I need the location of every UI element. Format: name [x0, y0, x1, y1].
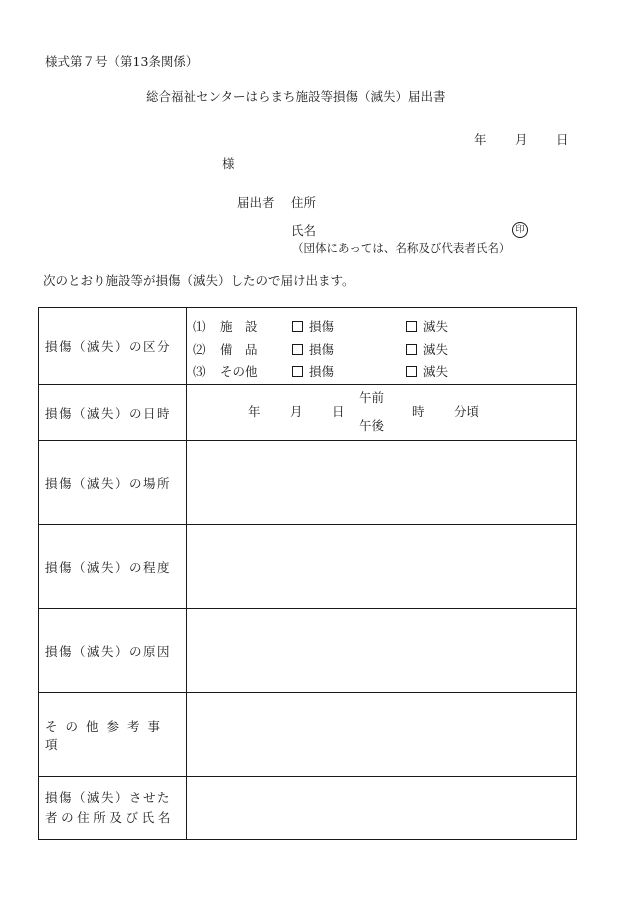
form-number: 様式第７号（第13条関係）: [45, 54, 199, 69]
person-row: [39, 777, 577, 840]
checkbox-loss-facility[interactable]: [406, 321, 417, 332]
dt-hour: 時: [412, 404, 425, 419]
extent-row: [39, 525, 577, 609]
item-name: 備 品: [220, 342, 258, 357]
dt-month: 月: [290, 404, 303, 419]
cause-label: 損傷（滅失）の原因: [39, 609, 187, 693]
report-table: [38, 307, 577, 840]
category-item: [193, 365, 573, 379]
extent-label: 損傷（滅失）の程度: [39, 525, 187, 609]
item-number: ⑶: [193, 364, 206, 379]
dt-year: 年: [248, 404, 261, 419]
place-label: 損傷（滅失）の場所: [39, 441, 187, 525]
option-damage: 損傷: [309, 364, 335, 379]
category-item: [193, 320, 573, 334]
person-label-line1: 損傷（滅失）させた: [45, 790, 172, 805]
person-label-line2: 者の住所及び氏名: [45, 810, 174, 825]
dt-pm: 午後: [359, 418, 385, 433]
dt-minute: 分頃: [454, 404, 480, 419]
cause-row: [39, 609, 577, 693]
item-name: 施 設: [220, 319, 258, 334]
option-damage: 損傷: [309, 319, 335, 334]
place-row: [39, 441, 577, 525]
other-label: その他参考事項: [39, 693, 187, 777]
item-name: その他: [220, 364, 258, 379]
checkbox-damage-equipment[interactable]: [292, 344, 303, 355]
datetime-field[interactable]: [187, 385, 577, 441]
datetime-row: [39, 385, 577, 441]
name-label: 氏名: [291, 223, 317, 238]
date-month-label: 月: [515, 132, 528, 147]
applicant-label: 届出者: [237, 195, 275, 210]
option-loss: 滅失: [423, 319, 449, 334]
date-year-label: 年: [474, 132, 487, 147]
group-note: （団体にあっては、名称及び代表者氏名）: [292, 241, 511, 255]
date-day-label: 日: [556, 132, 569, 147]
datetime-label: 損傷（滅失）の日時: [39, 385, 187, 441]
cause-field[interactable]: [187, 609, 577, 693]
other-field[interactable]: [187, 693, 577, 777]
person-label: [39, 777, 187, 840]
checkbox-damage-facility[interactable]: [292, 321, 303, 332]
other-row: [39, 693, 577, 777]
seal-icon: 印: [512, 222, 528, 238]
category-row: [39, 308, 577, 385]
category-options: [187, 308, 577, 385]
option-loss: 滅失: [423, 342, 449, 357]
checkbox-loss-equipment[interactable]: [406, 344, 417, 355]
option-loss: 滅失: [423, 364, 449, 379]
intro-text: 次のとおり施設等が損傷（滅失）したので届け出ます。: [43, 273, 355, 288]
place-field[interactable]: [187, 441, 577, 525]
category-item: [193, 343, 573, 357]
category-label: 損傷（滅失）の区分: [39, 308, 187, 385]
address-label: 住所: [291, 195, 317, 210]
dt-am: 午前: [359, 390, 385, 405]
item-number: ⑴: [193, 319, 206, 334]
addressee-suffix: 様: [222, 156, 235, 171]
person-field[interactable]: [187, 777, 577, 840]
dt-day: 日: [332, 404, 345, 419]
extent-field[interactable]: [187, 525, 577, 609]
checkbox-loss-other[interactable]: [406, 366, 417, 377]
checkbox-damage-other[interactable]: [292, 366, 303, 377]
item-number: ⑵: [193, 342, 206, 357]
option-damage: 損傷: [309, 342, 335, 357]
page-title: 総合福祉センターはらまち施設等損傷（滅失）届出書: [146, 89, 446, 104]
